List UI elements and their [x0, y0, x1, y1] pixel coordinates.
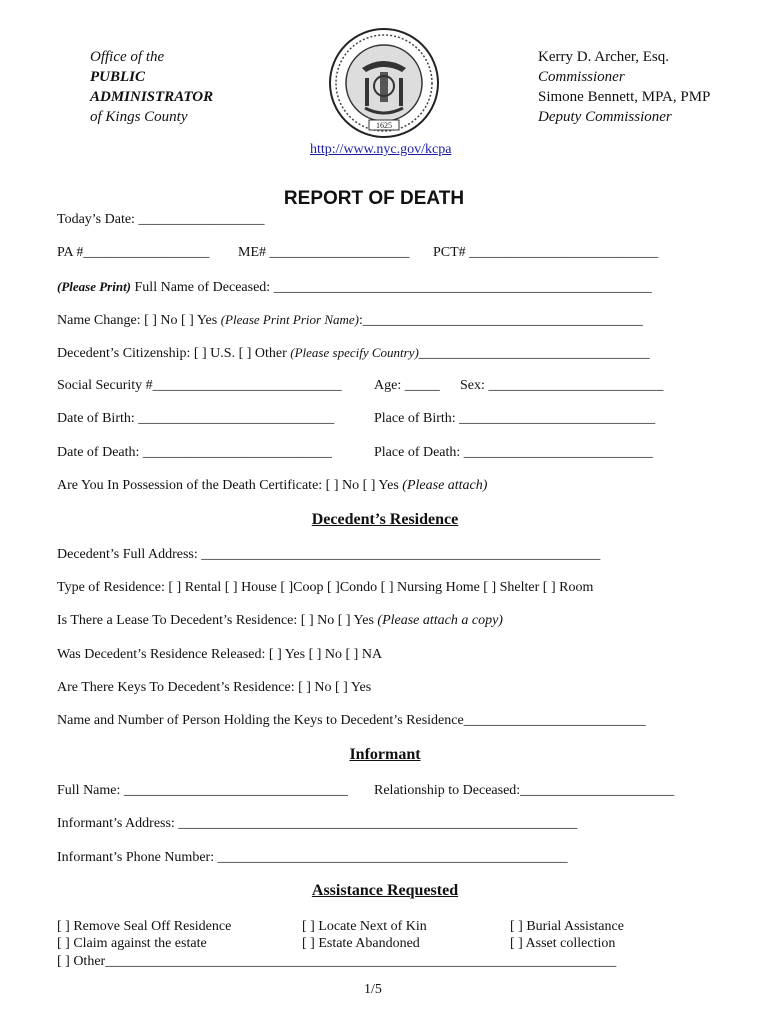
deputy-name: Simone Bennett, MPA, PMP [538, 89, 711, 105]
residence-released-field[interactable]: Was Decedent’s Residence Released: [ ] Yes [ ] No [ ] NA [57, 647, 383, 662]
pob-field[interactable]: Place of Birth: ____________________________ [374, 411, 656, 426]
dob-field[interactable]: Date of Birth: ____________________________ [57, 411, 335, 426]
dod-field[interactable]: Date of Death: ___________________________ [57, 445, 332, 460]
informant-heading: Informant [349, 746, 421, 763]
deputy-title: Deputy Commissioner [538, 109, 672, 125]
office-line: Office of the [90, 49, 165, 65]
page-title: REPORT OF DEATH [283, 188, 465, 209]
lease-note: (Please attach a copy) [377, 613, 503, 628]
deceased-name-field[interactable] [57, 278, 652, 297]
seal-year: 1625 [376, 121, 392, 130]
me-number-field[interactable]: ME# ____________________ [238, 245, 410, 260]
name-change-label: Name Change: [ ] No [ ] Yes [57, 313, 221, 328]
age-field[interactable]: Age: _____ [374, 378, 440, 393]
citizenship-note: (Please specify Country) [290, 345, 419, 360]
informant-address-field[interactable]: Informant’s Address: _________________________________________________________ [57, 816, 578, 831]
name-change-field[interactable] [57, 311, 643, 330]
name-change-blank: :________________________________________ [359, 313, 643, 328]
checkbox-asset-collection[interactable]: [ ] Asset collection [510, 936, 616, 951]
residence-type-field[interactable]: Type of Residence: [ ] Rental [ ] House [ ]Coop [ ]Condo [ ] Nursing Home [ ] Shelter [ ] Room [57, 580, 594, 595]
office-county: of Kings County [90, 109, 188, 125]
checkbox-locate-kin[interactable]: [ ] Locate Next of Kin [302, 919, 427, 934]
todays-date-field[interactable]: Today’s Date: __________________ [57, 212, 265, 227]
office-public: PUBLIC [90, 69, 146, 85]
please-print-note: (Please Print) [57, 279, 132, 294]
ssn-field[interactable]: Social Security #___________________________ [57, 378, 342, 393]
pod-field[interactable]: Place of Death: ___________________________ [374, 445, 653, 460]
informant-name-field[interactable]: Full Name: ________________________________ [57, 783, 348, 798]
informant-phone-field[interactable]: Informant’s Phone Number: __________________________________________________ [57, 850, 568, 865]
certificate-label: Are You In Possession of the Death Certificate: [ ] No [ ] Yes [57, 478, 403, 493]
nyc-seal-logo [327, 26, 441, 140]
certificate-note: (Please attach) [402, 478, 488, 493]
office-administrator: ADMINISTRATOR [90, 89, 214, 105]
citizenship-label: Decedent’s Citizenship: [ ] U.S. [ ] Other [57, 346, 291, 361]
lease-field[interactable] [57, 612, 503, 630]
pa-number-field[interactable]: PA #__________________ [57, 245, 210, 260]
relationship-field[interactable]: Relationship to Deceased:______________________ [374, 783, 675, 798]
checkbox-estate-abandoned[interactable]: [ ] Estate Abandoned [302, 936, 420, 951]
assistance-heading: Assistance Requested [311, 882, 459, 899]
commissioner-name: Kerry D. Archer, Esq. [538, 49, 670, 65]
page-number: 1/5 [364, 982, 382, 997]
website-link[interactable]: http://www.nyc.gov/kcpa [310, 142, 452, 157]
citizenship-field[interactable] [57, 344, 650, 363]
keys-field[interactable]: Are There Keys To Decedent’s Residence: [ ] No [ ] Yes [57, 680, 372, 695]
residence-heading: Decedent’s Residence [311, 511, 459, 528]
keys-holder-field[interactable]: Name and Number of Person Holding the Keys to Decedent’s Residence__________________________ [57, 713, 646, 728]
deceased-name-label: Full Name of Deceased: ______________________________________________________ [131, 280, 652, 295]
certificate-field[interactable] [57, 477, 487, 495]
residence-address-field[interactable]: Decedent’s Full Address: _________________________________________________________ [57, 547, 601, 562]
prior-name-note: (Please Print Prior Name) [220, 312, 359, 327]
pct-number-field[interactable]: PCT# ___________________________ [433, 245, 659, 260]
checkbox-remove-seal[interactable]: [ ] Remove Seal Off Residence [57, 919, 232, 934]
checkbox-burial-assistance[interactable]: [ ] Burial Assistance [510, 919, 624, 934]
sex-field[interactable]: Sex: _________________________ [460, 378, 664, 393]
commissioner-title: Commissioner [538, 69, 625, 85]
citizenship-blank: _________________________________ [418, 346, 650, 361]
checkbox-other[interactable]: [ ] Other_________________________________________________________________________ [57, 954, 617, 969]
lease-label: Is There a Lease To Decedent’s Residence: [ ] No [ ] Yes [57, 613, 378, 628]
checkbox-claim-estate[interactable]: [ ] Claim against the estate [57, 936, 207, 951]
